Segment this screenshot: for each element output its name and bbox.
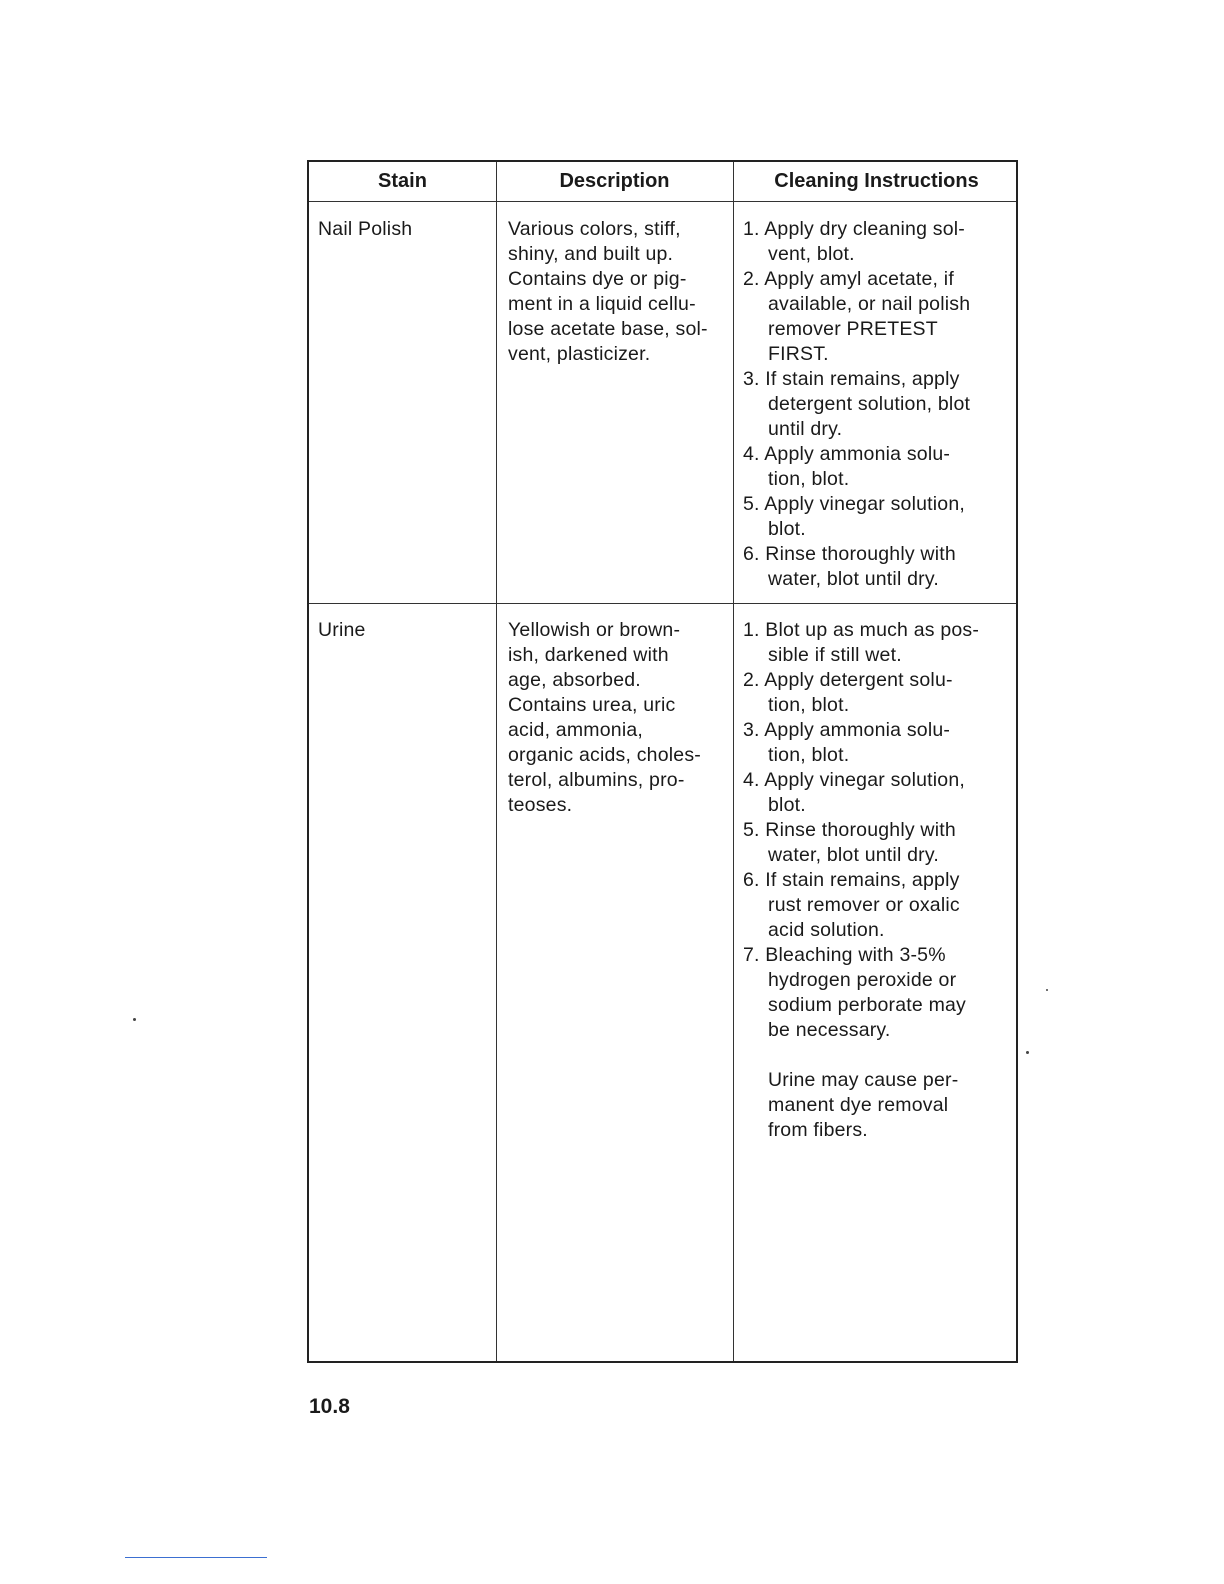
scan-speck xyxy=(1026,1051,1029,1054)
description-line: acid, ammonia, xyxy=(508,719,644,741)
instruction-step: 6. Rinse thoroughly with xyxy=(743,543,956,565)
footer-rule xyxy=(125,1557,267,1558)
instruction-note: Urine may cause per- xyxy=(768,1069,959,1091)
instruction-step: 7. Bleaching with 3-5% xyxy=(743,944,946,966)
instruction-step: 3. Apply ammonia solu- xyxy=(743,719,951,741)
description-line: Yellowish or brown- xyxy=(508,619,681,641)
instruction-step: 3. If stain remains, apply xyxy=(743,368,960,390)
instruction-continuation: tion, blot. xyxy=(768,744,850,766)
header-description: Description xyxy=(559,170,670,192)
instruction-continuation: be necessary. xyxy=(768,1019,891,1041)
instructions-nail-polish xyxy=(743,217,1013,592)
instruction-continuation: sodium perborate may xyxy=(768,994,967,1016)
description-line: lose acetate base, sol- xyxy=(508,318,708,340)
instruction-continuation: tion, blot. xyxy=(768,694,850,716)
instruction-spacer xyxy=(743,1043,1013,1068)
description-line: organic acids, choles- xyxy=(508,744,701,766)
column-divider xyxy=(733,162,734,1361)
stain-table xyxy=(307,160,1018,1363)
instruction-step: 5. Apply vinegar solution, xyxy=(743,493,966,515)
description-line: shiny, and built up. xyxy=(508,243,674,265)
instruction-step: 4. Apply vinegar solution, xyxy=(743,769,966,791)
instruction-step: 1. Blot up as much as pos- xyxy=(743,619,980,641)
description-line: ish, darkened with xyxy=(508,644,669,666)
column-divider xyxy=(496,162,497,1361)
description-line: terol, albumins, pro- xyxy=(508,769,685,791)
description-nail-polish xyxy=(508,217,728,367)
row-divider xyxy=(309,603,1016,604)
instruction-continuation: blot. xyxy=(768,794,806,816)
header-stain: Stain xyxy=(378,170,427,192)
instruction-continuation: rust remover or oxalic xyxy=(768,894,960,916)
description-line: Various colors, stiff, xyxy=(508,218,681,240)
description-line: age, absorbed. xyxy=(508,669,641,691)
instruction-continuation: water, blot until dry. xyxy=(768,844,939,866)
instruction-continuation: hydrogen peroxide or xyxy=(768,969,957,991)
instruction-continuation: remover PRETEST xyxy=(768,318,938,340)
instruction-step: 2. Apply detergent solu- xyxy=(743,669,953,691)
stain-name-urine: Urine xyxy=(318,619,366,641)
page-number: 10.8 xyxy=(309,1395,350,1418)
description-urine xyxy=(508,618,728,818)
instruction-continuation: detergent solution, blot xyxy=(768,393,971,415)
stain-name-nail-polish: Nail Polish xyxy=(318,218,413,240)
instruction-note: from fibers. xyxy=(768,1119,868,1141)
instruction-step: 1. Apply dry cleaning sol- xyxy=(743,218,965,240)
description-line: ment in a liquid cellu- xyxy=(508,293,696,315)
description-line: Contains dye or pig- xyxy=(508,268,687,290)
instruction-continuation: sible if still wet. xyxy=(768,644,902,666)
instruction-step: 2. Apply amyl acetate, if xyxy=(743,268,954,290)
description-line: vent, plasticizer. xyxy=(508,343,651,365)
header-cleaning-instructions: Cleaning Instructions xyxy=(774,170,979,192)
instructions-urine xyxy=(743,618,1013,1143)
description-line: teoses. xyxy=(508,794,573,816)
scan-speck xyxy=(133,1018,136,1021)
instruction-note: manent dye removal xyxy=(768,1094,949,1116)
instruction-continuation: water, blot until dry. xyxy=(768,568,939,590)
scan-speck xyxy=(1046,989,1048,991)
instruction-continuation: blot. xyxy=(768,518,806,540)
header-divider xyxy=(309,201,1016,202)
instruction-continuation: available, or nail polish xyxy=(768,293,971,315)
instruction-step: 4. Apply ammonia solu- xyxy=(743,443,951,465)
instruction-step: 5. Rinse thoroughly with xyxy=(743,819,956,841)
instruction-continuation: acid solution. xyxy=(768,919,885,941)
instruction-continuation: FIRST. xyxy=(768,343,829,365)
description-line: Contains urea, uric xyxy=(508,694,676,716)
instruction-continuation: until dry. xyxy=(768,418,843,440)
instruction-step: 6. If stain remains, apply xyxy=(743,869,960,891)
instruction-continuation: vent, blot. xyxy=(768,243,855,265)
instruction-continuation: tion, blot. xyxy=(768,468,850,490)
